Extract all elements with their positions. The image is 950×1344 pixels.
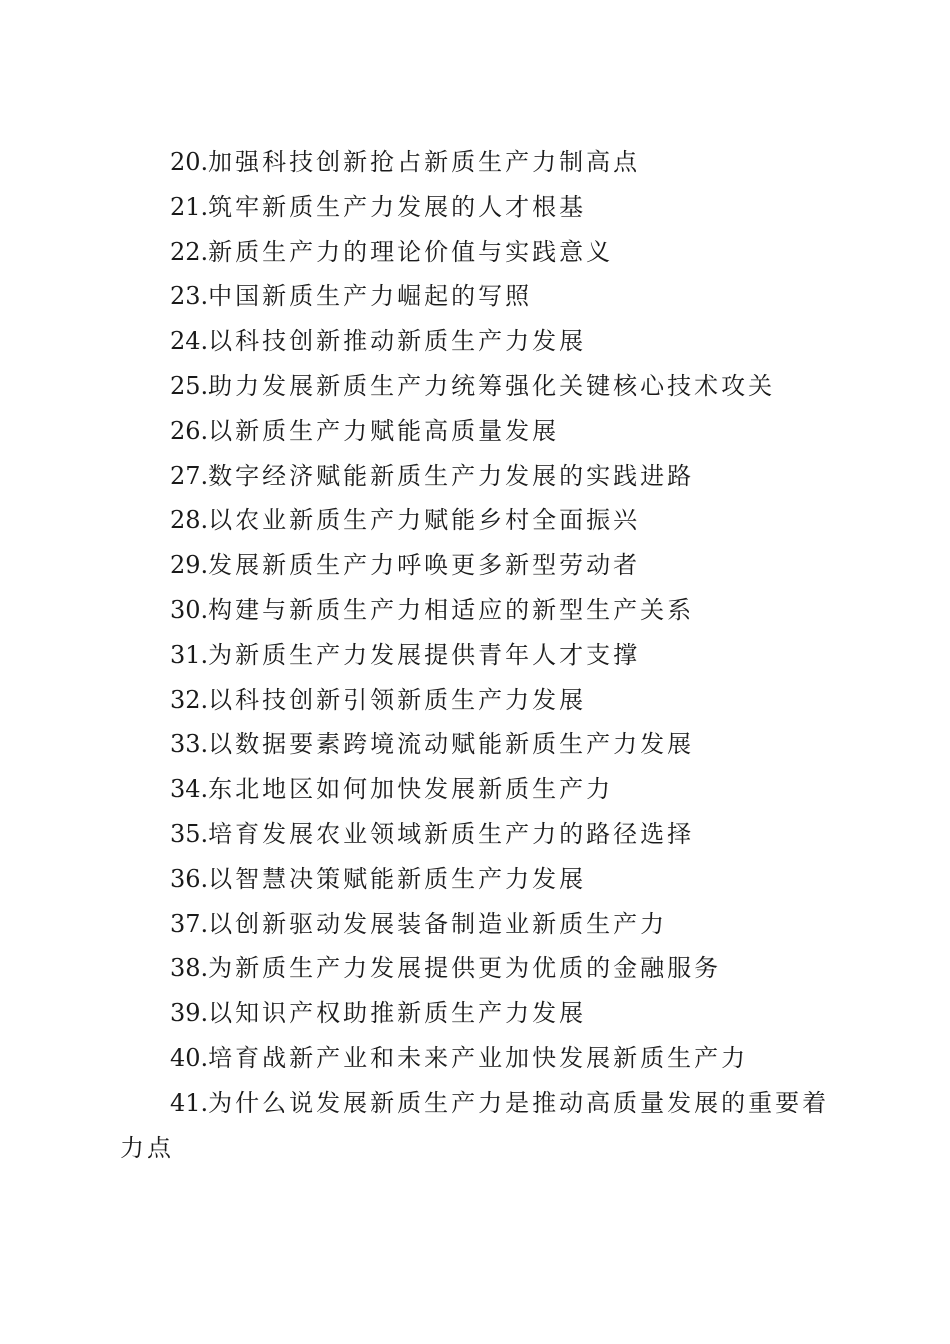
- item-number: 37.: [170, 909, 209, 938]
- item-number: 39.: [170, 999, 209, 1028]
- list-item: [120, 991, 840, 1036]
- list-item: [120, 812, 840, 857]
- item-text: 以农业新质生产力赋能乡村全面振兴: [208, 506, 641, 535]
- list-item: [120, 633, 840, 678]
- list-item: [120, 498, 840, 543]
- item-number: 38.: [170, 954, 209, 983]
- item-text: 以科技创新引领新质生产力发展: [208, 685, 587, 714]
- list-item: [120, 588, 840, 633]
- item-number: 22.: [170, 237, 209, 266]
- item-number: 27.: [170, 461, 209, 490]
- item-number: 36.: [170, 864, 209, 893]
- item-number: 23.: [170, 282, 209, 311]
- item-number: 33.: [170, 730, 209, 759]
- item-text: 为新质生产力发展提供青年人才支撑: [208, 640, 641, 669]
- list-item: [120, 1036, 840, 1081]
- item-text: 以科技创新推动新质生产力发展: [208, 327, 587, 356]
- item-number: 24.: [170, 327, 209, 356]
- item-text: 以新质生产力赋能高质量发展: [208, 416, 560, 445]
- item-number: 30.: [170, 595, 209, 624]
- list-item: [120, 409, 840, 454]
- item-text: 中国新质生产力崛起的写照: [208, 282, 533, 311]
- list-item: [120, 946, 840, 991]
- item-number: 21.: [170, 192, 209, 221]
- item-text: 以智慧决策赋能新质生产力发展: [208, 864, 587, 893]
- item-number: 20.: [170, 148, 209, 176]
- item-text: 以创新驱动发展装备制造业新质生产力: [208, 909, 668, 938]
- list-item: [120, 230, 840, 275]
- item-text: 以数据要素跨境流动赋能新质生产力发展: [208, 730, 695, 759]
- list-item: [120, 767, 840, 812]
- item-text: 筑牢新质生产力发展的人才根基: [208, 192, 587, 221]
- item-number: 28.: [170, 506, 209, 535]
- item-number: 31.: [170, 640, 209, 669]
- list-item: [120, 902, 840, 947]
- list-item: [120, 274, 840, 319]
- item-text: 新质生产力的理论价值与实践意义: [208, 237, 614, 266]
- list-item: [120, 454, 840, 499]
- list-item: [120, 543, 840, 588]
- item-number: 25.: [170, 371, 209, 400]
- item-text: 构建与新质生产力相适应的新型生产关系: [208, 595, 695, 624]
- list-item: [120, 722, 840, 767]
- item-number: 41.: [170, 1088, 209, 1117]
- item-text: 为新质生产力发展提供更为优质的金融服务: [208, 954, 722, 983]
- item-text: 东北地区如何加快发展新质生产力: [208, 775, 614, 804]
- list-item: [120, 364, 840, 409]
- item-number: 40.: [170, 1043, 209, 1072]
- item-text: 培育发展农业领域新质生产力的路径选择: [208, 819, 695, 848]
- item-text: 加强科技创新抢占新质生产力制高点: [208, 148, 641, 176]
- item-text: 培育战新产业和未来产业加快发展新质生产力: [208, 1043, 749, 1072]
- list-item: [120, 140, 840, 185]
- item-text: 以知识产权助推新质生产力发展: [208, 999, 587, 1028]
- list-item: [120, 319, 840, 364]
- item-text: 为什么说发展新质生产力是推动高质量发展的重要着力点: [120, 1088, 830, 1162]
- topic-list: [120, 140, 840, 1170]
- list-item: [120, 185, 840, 230]
- item-number: 32.: [170, 685, 209, 714]
- item-number: 26.: [170, 416, 209, 445]
- list-item: [120, 1081, 840, 1171]
- item-text: 助力发展新质生产力统筹强化关键核心技术攻关: [208, 371, 776, 400]
- list-item: [120, 678, 840, 723]
- item-number: 34.: [170, 775, 209, 804]
- list-item: [120, 857, 840, 902]
- item-text: 发展新质生产力呼唤更多新型劳动者: [208, 551, 641, 580]
- item-text: 数字经济赋能新质生产力发展的实践进路: [208, 461, 695, 490]
- item-number: 29.: [170, 551, 209, 580]
- item-number: 35.: [170, 819, 209, 848]
